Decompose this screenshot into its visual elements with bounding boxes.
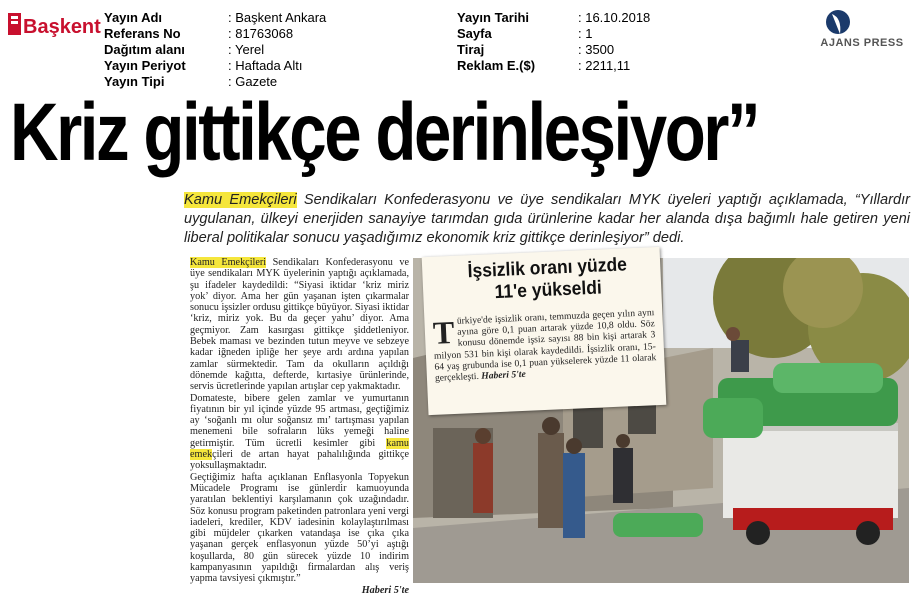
- agency-name: AJANS PRESS: [820, 37, 904, 49]
- meta-value-yayin-adi: : Başkent Ankara: [228, 10, 327, 25]
- lead-highlight: Kamu Emekçileri: [184, 192, 297, 208]
- body-text-1: Sendikaları Konfederasyonu ve üye sendikaları MYK üyelerinin yaptığı açıklamada, şu ifadeler kaydedildi: “Siyasi iktidar ‘kriz miriz yok’ diyor. Ama her gün yaşanan işten çıkarmalar sonucu işsizler ordusu gittikçe büyüyor. Siyasi iktidar ‘kriz, miriz yok. Bu da geçer yahu’ diyor. Ama geçmiyor. Zam kasırgası gittikçe şiddetleniyor. Bebek maması ve bezinden tutun meyve ve sebzeye kadar iğneden ipliğe her şeye ardı ardına yapılan zamlar sürmektedir. Tam da okulların açıldığı dönemde kağıtta, defterde, kırtasiye ürünlerinde, servis ücretlerinde yapılan artışlar cep yakmaktadır.: [190, 257, 409, 393]
- lead-text: Sendikaları Konfederasyonu ve üye sendikaları MYK üyeleri yaptığı açıklamada, “Yıllardır uygulanan, ülkeyi enerjiden sanayiye tarımdan gıda ürünlerine kadar her alanda dışa bağımlı hale getiren yeni liberal politikalar sonucu yaşadığımız ekonomik kriz gittikçe derinleşiyor” dedi.: [184, 192, 910, 246]
- body-highlight-1: Kamu Emekçileri: [190, 257, 267, 268]
- meta-label-sayfa: Sayfa: [457, 26, 492, 41]
- meta-label-yayin-tarihi: Yayın Tarihi: [457, 10, 530, 25]
- body-paragraph-1: [190, 257, 409, 393]
- inset-continuation: Haberi 5'te: [481, 368, 526, 382]
- article-lead: [184, 191, 910, 248]
- inset-drop-cap: T: [432, 313, 456, 351]
- body-paragraph-3: [190, 472, 409, 585]
- body-highlight-2: kamu emek: [190, 437, 409, 461]
- body-text-2a: Domateste, bibere gelen zamlar ve yumurtanın fiyatının bir yıl içinde yüzde 95 artması, geçtiğimiz ay ‘soğanlı mı olur soğansız mı’ tartışması yapılan menemeni bile sofraların lüks yemeği haline getirmiştir. Tüm ücretli kesimler gibi: [190, 392, 409, 449]
- inset-text: ürkiye'de işsizlik oranı, temmuzda geçen yılın aynı ayına göre 0,1 puan artarak yüzde 10,8 oldu. Söz konusu dönemde işsiz sayısı 88 bin kişi artarak 3 milyon 531 bin kişi olarak kaydedildi. İşsizlik oranı, 15-64 yaş grubunda ise 0,1 puan yükselerek yüzde 11 olarak gerçekleşti.: [433, 307, 657, 384]
- meta-value-yayin-tipi: : Gazete: [228, 74, 278, 89]
- inset-title: İşsizlik oranı yüzde 11'e yükseldi: [467, 254, 628, 304]
- meta-value-yayin-tarihi: : 16.10.2018: [578, 10, 651, 25]
- meta-value-sayfa: : 1: [578, 26, 593, 41]
- meta-value-reklam: : 2211,11: [578, 58, 631, 73]
- newspaper-logo: [8, 10, 102, 40]
- meta-label-referans-no: Referans No: [104, 26, 181, 41]
- meta-value-yayin-periyot: : Haftada Altı: [228, 58, 303, 73]
- body-text-3: Geçtiğimiz hafta açıklanan Enflasyonla Topyekun Mücadele Programı ise günlerdir kamuoyunda yaratılan beklentiyi karşılamanın çok uzağındadır. Söz konusu program paketinden patronlara yeni vergi iadeleri, krediler, KDV iadesinin kolaylaştırılması gibi müjdeler çıkarken vatandaşa ise çıka çıka yaşanan gerçek enflasyonun yüzde 50’yi aştığı koşullarda, 80 gün sürecek yüzde 10 indirim kampanyasının yapıldığı firmalardan alış veriş yapma tavsiyesi çıkmıştır.”: [190, 471, 409, 585]
- meta-label-yayin-adi: Yayın Adı: [104, 10, 163, 25]
- body-text-2b: çileri de artan hayat pahalılığında gittikçe yoksullaşmaktadır.: [190, 449, 409, 472]
- meta-label-tiraj: Tiraj: [457, 42, 485, 57]
- meta-label-yayin-periyot: Yayın Periyot: [104, 58, 186, 73]
- logo-text: Başkent: [23, 16, 101, 38]
- body-continuation: Haberi 5'te: [361, 584, 409, 596]
- article-body: [190, 257, 409, 596]
- meta-value-referans-no: : 81763068: [228, 26, 294, 41]
- meta-value-dagitim-alani: : Yerel: [228, 42, 265, 57]
- inset-news-box: [422, 247, 667, 415]
- meta-label-dagitim-alani: Dağıtım alanı: [104, 42, 185, 57]
- inset-body: [432, 307, 657, 384]
- meta-value-tiraj: : 3500: [578, 42, 615, 57]
- meta-label-reklam: Reklam E.($): [457, 58, 536, 73]
- meta-label-yayin-tipi: Yayın Tipi: [104, 74, 165, 89]
- headline: Kriz gittikçe derinleşiyor”: [10, 87, 759, 178]
- agency-globe-icon: [812, 8, 912, 38]
- agency-logo: [812, 8, 912, 48]
- body-paragraph-2: [190, 393, 409, 472]
